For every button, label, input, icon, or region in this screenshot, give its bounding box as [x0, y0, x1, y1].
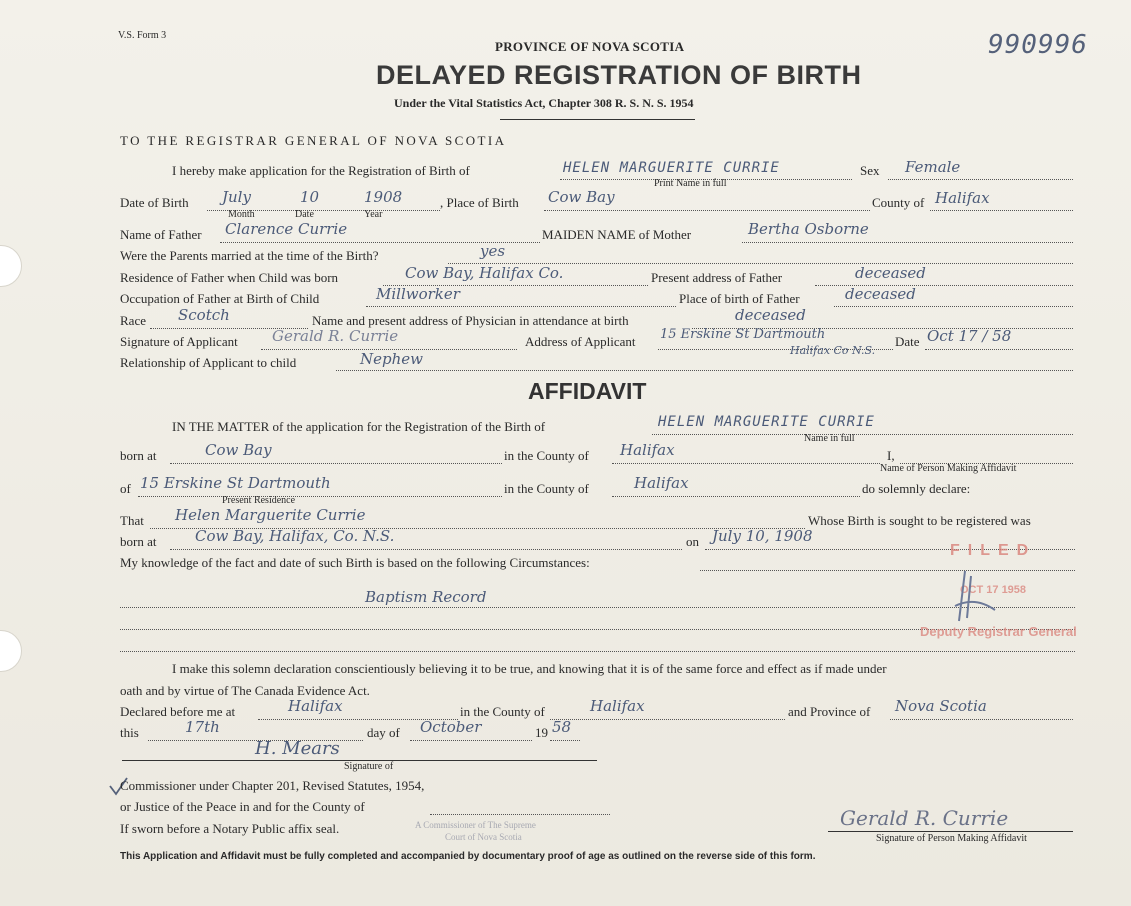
justice-label: or Justice of the Peace in and for the County of [120, 799, 365, 814]
matter-label: IN THE MATTER of the application for the Registration of the Birth of [172, 419, 546, 434]
residence-value: Cow Bay, Halifax Co. [405, 264, 564, 282]
filed-stamp: FILED [950, 542, 1037, 559]
this-label: this [120, 725, 139, 740]
dob-label: Date of Birth [120, 195, 189, 210]
province-label: and Province of [788, 704, 871, 719]
year-suffix: 58 [552, 718, 572, 736]
affiant-signature: Gerald R. Currie [840, 806, 1009, 830]
day-of-label: day of [367, 725, 400, 740]
physician-label: Name and present address of Physician in attendance at birth [312, 313, 629, 328]
place-of-birth-label: , Place of Birth [440, 195, 519, 210]
whose-birth-label: Whose Birth is sought to be registered was [808, 513, 1031, 528]
addressee: TO THE REGISTRAR GENERAL OF NOVA SCOTIA [120, 133, 507, 148]
knowledge-line-0 [700, 570, 1075, 571]
month-hint: Month [228, 209, 255, 220]
relationship-line [336, 370, 1073, 371]
county-of-line [612, 463, 880, 464]
applicant-signature: Gerald R. Currie [272, 327, 399, 345]
solemnly-label: do solemnly declare: [862, 481, 971, 496]
apply-label: I hereby make application for the Registration of Birth of [172, 163, 470, 178]
matter-line [652, 434, 1073, 435]
date-line [925, 349, 1073, 350]
form-title: DELAYED REGISTRATION OF BIRTH [376, 60, 862, 90]
commissioner-signature: H. Mears [255, 738, 340, 759]
born-place-value: Cow Bay, Halifax, Co. N.S. [195, 527, 395, 545]
sig-applicant-label: Signature of Applicant [120, 334, 238, 349]
commissioner-seal-line2: Court of Nova Scotia [445, 832, 522, 842]
affidavit-heading: AFFIDAVIT [528, 378, 647, 404]
county-of-value: Halifax [620, 441, 675, 459]
on-label: on [686, 534, 699, 549]
footer-note: This Application and Affidavit must be fully completed and accompanied by documentary proof of age as outlined on the reverse side of this form. [120, 851, 816, 862]
occupation-label: Occupation of Father at Birth of Child [120, 291, 320, 306]
county-of-label-2: in the County of [504, 481, 589, 496]
physician-value: deceased [735, 306, 806, 324]
born-at-line [170, 463, 502, 464]
declaration-text: I make this solemn declaration conscientiously believing it to be true, and knowing that it is of the same force and effect as if made under [172, 661, 887, 676]
declared-province-line [890, 719, 1073, 720]
county-line [930, 210, 1073, 211]
month-line [410, 740, 532, 741]
i-label: I, [887, 448, 895, 463]
applicant-address: 15 Erskine St Dartmouth [660, 327, 826, 342]
in-county-label: in the County of [460, 704, 545, 719]
notary-label: If sworn before a Notary Public affix seal. [120, 821, 340, 836]
county-of-label: in the County of [504, 448, 589, 463]
name-in-full-hint: Name in full [804, 433, 855, 444]
affiant-signature-rule [828, 831, 1073, 832]
addr-applicant-label: Address of Applicant [525, 334, 636, 349]
born-at-label: born at [120, 448, 157, 463]
maiden-label: MAIDEN NAME of Mother [542, 227, 692, 242]
stamp-signature-mark [945, 566, 1005, 626]
sig-person-hint: Signature of Person Making Affidavit [876, 833, 1027, 844]
year-prefix: 19 [535, 725, 548, 740]
justice-line [430, 814, 610, 815]
stamp-office: Deputy Registrar General [920, 624, 1077, 639]
declaration-text-2: oath and by virtue of The Canada Evidence Act. [120, 683, 370, 698]
occupation-line [366, 306, 676, 307]
county-value: Halifax [935, 189, 990, 207]
date-label: Date [895, 334, 920, 349]
circumstances-value: Baptism Record [365, 588, 487, 606]
province-heading: PROVINCE OF NOVA SCOTIA [495, 39, 685, 54]
on-date-value: July 10, 1908 [712, 527, 813, 545]
that-value: Helen Marguerite Currie [175, 506, 366, 524]
stamp-date: OCT 17 1958 [960, 584, 1027, 596]
serial-number: 990996 [988, 30, 1088, 60]
dob-month: July [222, 188, 251, 206]
form-number: V.S. Form 3 [118, 30, 167, 41]
declared-province-value: Nova Scotia [895, 697, 987, 715]
year-line [550, 740, 580, 741]
relationship-label: Relationship of Applicant to child [120, 355, 297, 370]
father-birthplace-line [834, 306, 1073, 307]
that-label: That [120, 513, 144, 528]
present-address-value: deceased [855, 264, 926, 282]
of-label: of [120, 481, 131, 496]
commissioner-seal-line1: A Commissioner of The Supreme [415, 820, 536, 830]
residence-aff-line [138, 496, 502, 497]
married-label: Were the Parents married at the time of the Birth? [120, 248, 379, 263]
application-date: Oct 17 / 58 [927, 327, 1012, 345]
father-birthplace-value: deceased [845, 285, 916, 303]
applicant-address-line2: Halifax Co N.S. [790, 344, 876, 357]
sex-value: Female [905, 158, 961, 176]
born-at-value: Cow Bay [205, 441, 272, 459]
county-of-line-2 [612, 496, 860, 497]
born-at-label-2: born at [120, 534, 157, 549]
applicant-name: HELEN MARGUERITE CURRIE [563, 160, 780, 176]
declared-county-line [550, 719, 785, 720]
relationship-value: Nephew [360, 350, 423, 368]
mother-line [742, 242, 1073, 243]
declared-county-value: Halifax [590, 697, 645, 715]
father-value: Clarence Currie [225, 220, 348, 238]
place-of-birth-value: Cow Bay [548, 188, 615, 206]
place-line [544, 210, 870, 211]
father-birthplace-label: Place of birth of Father [679, 291, 800, 306]
knowledge-line-3 [120, 651, 1075, 652]
father-label: Name of Father [120, 227, 202, 242]
knowledge-line-1 [120, 607, 1075, 608]
residence-label: Residence of Father when Child was born [120, 270, 339, 285]
county-label: County of [872, 195, 925, 210]
sex-label: Sex [860, 163, 880, 178]
affidavit-name: HELEN MARGUERITE CURRIE [658, 414, 875, 430]
affiant-residence: 15 Erskine St Dartmouth [140, 474, 331, 492]
occupation-value: Millworker [376, 285, 460, 303]
present-address-label: Present address of Father [651, 270, 783, 285]
declared-label: Declared before me at [120, 704, 236, 719]
commissioner-label: Commissioner under Chapter 201, Revised Statutes, 1954, [120, 778, 425, 793]
person-making-hint: Name of Person Making Affidavit [880, 463, 1017, 474]
born-place-line [170, 549, 682, 550]
print-name-hint: Print Name in full [654, 178, 727, 189]
dob-year: 1908 [364, 188, 403, 206]
dob-date: 10 [300, 188, 320, 206]
sex-line [888, 179, 1073, 180]
race-value: Scotch [178, 306, 230, 324]
knowledge-label: My knowledge of the fact and date of such Birth is based on the following Circumstances: [120, 555, 590, 570]
punch-hole-top [0, 245, 22, 287]
month-value: October [420, 718, 482, 736]
date-hint: Date [295, 209, 314, 220]
present-residence-hint: Present Residence [222, 495, 296, 506]
form-subtitle: Under the Vital Statistics Act, Chapter 308 R. S. N. S. 1954 [394, 96, 694, 110]
married-value: yes [480, 242, 506, 260]
mother-value: Bertha Osborne [748, 220, 869, 238]
declared-at-value: Halifax [288, 697, 343, 715]
title-rule [500, 119, 695, 120]
signature-of-hint: Signature of [344, 761, 394, 772]
county-of-value-2: Halifax [634, 474, 689, 492]
punch-hole-bottom [0, 630, 22, 672]
race-label: Race [120, 313, 146, 328]
day-value: 17th [185, 718, 220, 736]
year-hint: Year [364, 209, 383, 220]
